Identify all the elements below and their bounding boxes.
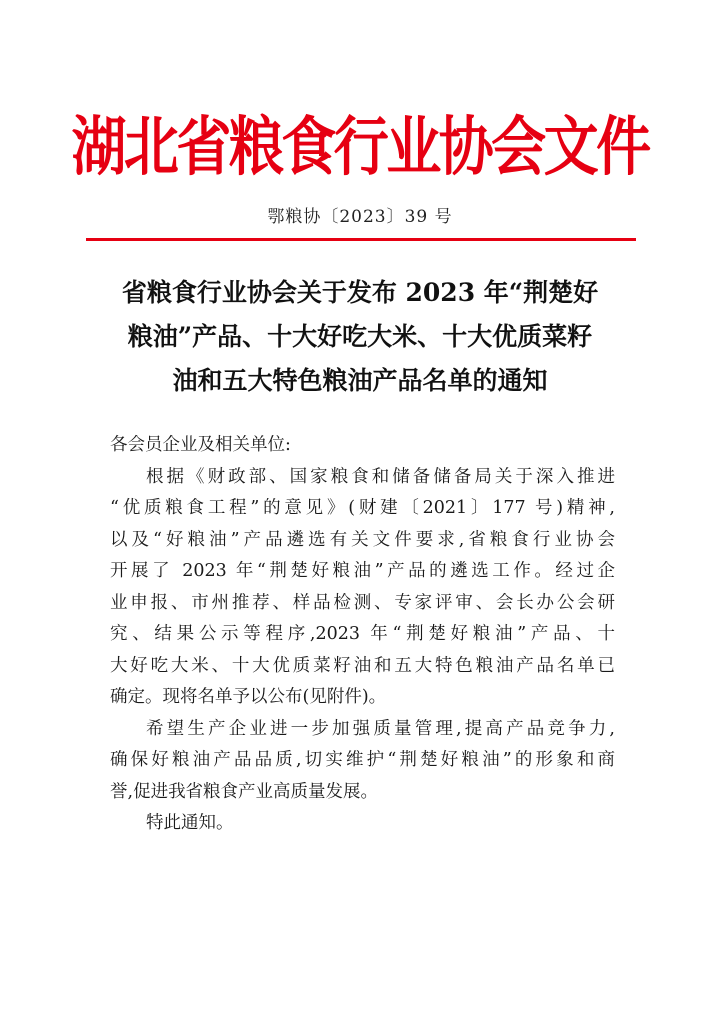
paragraph-line: 大好吃大米、十大优质菜籽油和五大特色粮油产品名单已	[110, 655, 615, 676]
paragraph-line: 究、结果公示等程序,2023 年“荆楚好粮油”产品、十	[110, 624, 615, 644]
paragraph-line: 希望生产企业进一步加强质量管理,提高产品竞争力,	[146, 718, 615, 739]
paragraph-line: 确定。现将名单予以公布(见附件)。	[110, 687, 387, 707]
paragraph-line: 业申报、市州推荐、样品检测、专家评审、会长办公会研	[110, 592, 615, 613]
red-divider-line	[86, 238, 636, 241]
paragraph-line: 以及“好粮油”产品遴选有关文件要求,省粮食行业协会	[110, 529, 615, 550]
notice-body	[110, 430, 615, 840]
salutation: 各会员企业及相关单位:	[110, 435, 291, 455]
notice-title-line: 油和五大特色粮油产品名单的通知	[172, 366, 548, 395]
notice-title-line: 省粮食行业协会关于发布 2023 年“荆楚好	[121, 278, 599, 307]
paragraph-line: “优质粮食工程”的意见》(财建〔2021〕177 号)精神,	[110, 498, 615, 518]
document-number: 鄂粮协〔2023〕39 号	[267, 207, 453, 227]
paragraph-line: 根据《财政部、国家粮食和储备储备局关于深入推进	[146, 466, 615, 487]
closing-line: 特此通知。	[146, 813, 234, 833]
org-document-header: 湖北省粮食行业协会文件	[71, 110, 649, 185]
paragraph-line: 确保好粮油产品品质,切实维护“荆楚好粮油”的形象和商	[110, 750, 615, 770]
paragraph-line: 誉,促进我省粮食产业高质量发展。	[110, 781, 379, 802]
notice-title-line: 粮油”产品、十大好吃大米、十大优质菜籽	[127, 322, 593, 351]
paragraph-line: 开展了 2023 年“荆楚好粮油”产品的遴选工作。经过企	[110, 561, 615, 581]
notice-title	[96, 271, 624, 403]
